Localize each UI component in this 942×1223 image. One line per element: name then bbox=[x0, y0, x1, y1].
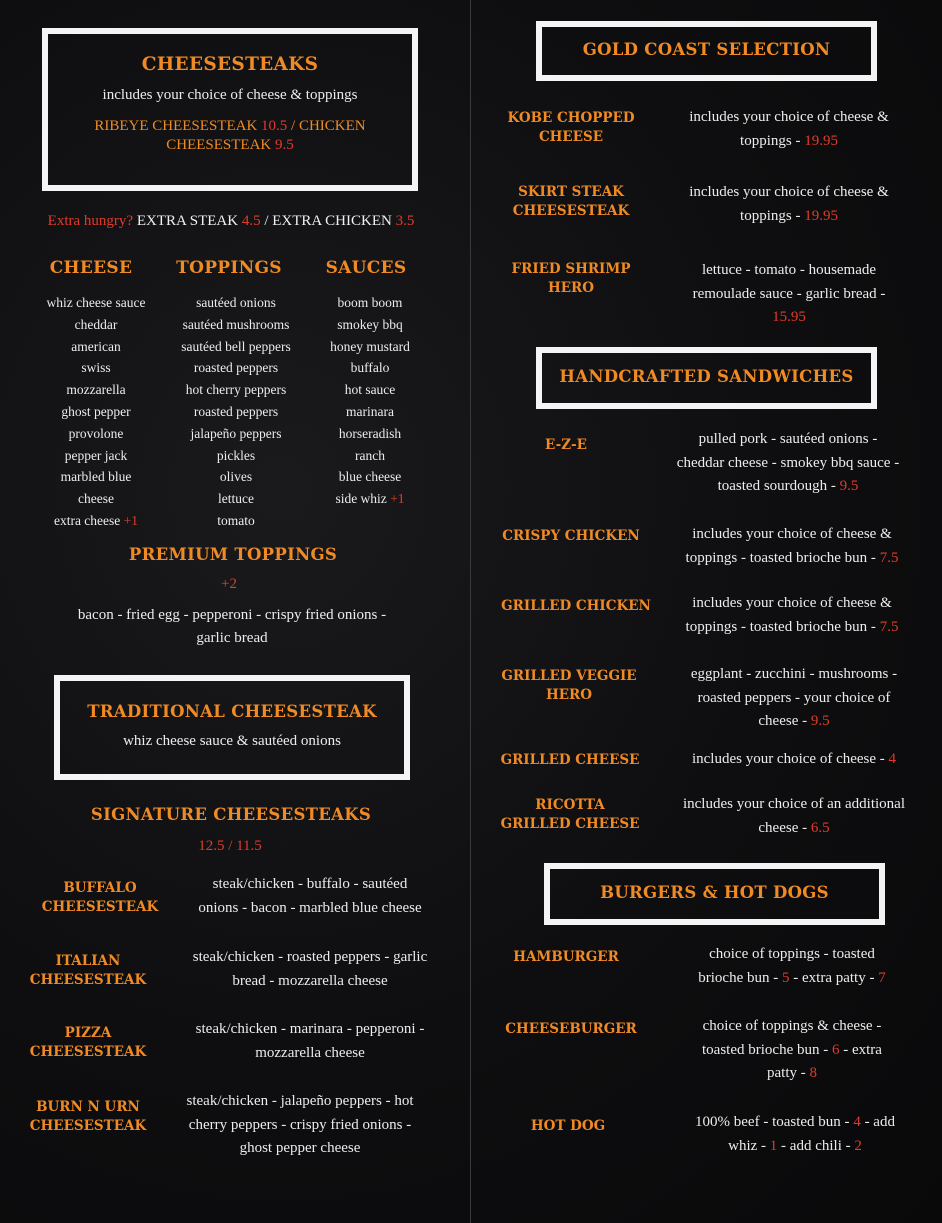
topping-item: pickles bbox=[216, 447, 256, 463]
burn-desc-3: ghost pepper cheese bbox=[239, 1140, 361, 1156]
sauce-item: smokey bbq bbox=[337, 316, 403, 332]
veggie-desc bbox=[662, 663, 926, 734]
cheese-item: swiss bbox=[81, 360, 111, 376]
cheese-item: cheese bbox=[78, 491, 114, 507]
skirt-name-2: CHEESESTEAK bbox=[512, 203, 630, 219]
cheese-item: american bbox=[71, 338, 121, 354]
grilled-chicken-desc-2-text: toppings - toasted brioche bun - bbox=[685, 618, 880, 635]
kobe-name-2: CHEESE bbox=[538, 129, 604, 145]
topping-item: hot cherry peppers bbox=[185, 382, 287, 398]
veggie-name-1: GRILLED VEGGIE bbox=[501, 668, 637, 684]
gold-coast-title: GOLD COAST SELECTION bbox=[582, 40, 831, 59]
grilled-chicken-desc bbox=[660, 592, 924, 639]
extra-chicken-price: 3.5 bbox=[395, 213, 415, 229]
eze-desc-3-text: toasted sourdough - bbox=[717, 478, 840, 494]
kobe-desc-2-text: toppings - bbox=[740, 132, 805, 149]
toppings-header: TOPPINGS bbox=[176, 258, 282, 278]
cheeseburger-extra-price: 8 bbox=[809, 1065, 817, 1081]
pizza-name-2: CHEESESTEAK bbox=[29, 1044, 147, 1060]
side-whiz-price: +1 bbox=[390, 491, 405, 507]
cheese-item: provolone bbox=[68, 425, 124, 441]
extra-cheese-item bbox=[28, 510, 164, 532]
eze-desc bbox=[652, 428, 924, 499]
extra-steak-price: 4.5 bbox=[241, 213, 261, 229]
eze-desc-1: pulled pork - sautéed onions - bbox=[698, 431, 878, 447]
sandwiches-title: HANDCRAFTED SANDWICHES bbox=[559, 367, 854, 386]
cheeseburger-desc-2a: toasted brioche bun - bbox=[702, 1041, 832, 1058]
grilled-chicken-desc-1: includes your choice of cheese & bbox=[692, 595, 892, 611]
burgers-title: BURGERS & HOT DOGS bbox=[600, 883, 829, 902]
cheesesteaks-subtitle: includes your choice of cheese & toppings bbox=[102, 87, 358, 103]
skirt-desc-2 bbox=[660, 205, 918, 229]
skirt-desc bbox=[660, 181, 918, 228]
cheesesteaks-line1 bbox=[48, 118, 412, 135]
cheese-header: CHEESE bbox=[49, 258, 133, 278]
grilled-chicken-name: GRILLED CHICKEN bbox=[501, 598, 651, 614]
pizza-desc-1: steak/chicken - marinara - pepperoni - bbox=[195, 1021, 425, 1037]
grilled-cheese-desc-1 bbox=[662, 748, 926, 772]
hotdog-desc-2 bbox=[662, 1135, 928, 1159]
veggie-name bbox=[492, 667, 646, 705]
shrimp-price: 15.95 bbox=[772, 309, 806, 325]
skirt-desc-1: includes your choice of cheese & bbox=[689, 184, 889, 200]
pizza-name-1: PIZZA bbox=[64, 1025, 112, 1041]
buffalo-desc-2: onions - bacon - marbled blue cheese bbox=[198, 899, 422, 916]
chicken-label-a: / CHICKEN bbox=[287, 118, 366, 134]
italian-name bbox=[22, 952, 154, 990]
cheesesteaks-box bbox=[42, 28, 418, 191]
skirt-name bbox=[496, 183, 646, 221]
hamburger-name: HAMBURGER bbox=[513, 949, 619, 965]
eze-price: 9.5 bbox=[839, 478, 859, 494]
topping-item: lettuce bbox=[218, 491, 254, 507]
extra-cheese-label: extra cheese bbox=[53, 512, 124, 528]
hotdog-desc-2a: whiz - bbox=[728, 1137, 770, 1154]
crispy-desc bbox=[660, 523, 924, 570]
cheeseburger-name: CHEESEBURGER bbox=[505, 1021, 637, 1037]
chicken-price: 9.5 bbox=[275, 137, 294, 153]
buffalo-name-2: CHEESESTEAK bbox=[41, 899, 159, 915]
kobe-desc bbox=[660, 106, 918, 153]
kobe-name-1: KOBE CHOPPED bbox=[507, 110, 635, 126]
shrimp-desc-2: remoulade sauce - garlic bread - bbox=[692, 285, 886, 302]
cheeseburger-desc bbox=[666, 1015, 918, 1086]
side-whiz-item bbox=[314, 488, 426, 510]
ricotta-desc bbox=[658, 793, 930, 840]
burn-desc bbox=[150, 1090, 450, 1161]
burn-name-2: CHEESESTEAK bbox=[29, 1118, 147, 1134]
italian-name-2: CHEESESTEAK bbox=[29, 972, 147, 988]
crispy-desc-2 bbox=[660, 547, 924, 571]
cheesesteaks-title: CHEESESTEAKS bbox=[141, 54, 319, 75]
kobe-desc-1: includes your choice of cheese & bbox=[689, 109, 889, 125]
ricotta-name bbox=[490, 796, 650, 834]
topping-item: jalapeño peppers bbox=[190, 425, 282, 441]
traditional-title: TRADITIONAL CHEESESTEAK bbox=[87, 702, 377, 721]
sauces-header: SAUCES bbox=[325, 258, 407, 278]
ricotta-name-2: GRILLED CHEESE bbox=[500, 816, 640, 832]
cheesesteaks-line2 bbox=[48, 137, 412, 154]
italian-desc-2: bread - mozzarella cheese bbox=[232, 972, 388, 989]
grilled-cheese-desc-text: includes your choice of cheese - bbox=[691, 751, 889, 767]
extra-steak-label: EXTRA STEAK bbox=[133, 213, 242, 229]
fold-line bbox=[470, 0, 471, 1223]
sauce-item: blue cheese bbox=[338, 469, 402, 485]
hotdog-desc-1b: - add bbox=[860, 1114, 895, 1130]
hotdog-desc-1 bbox=[662, 1111, 928, 1135]
topping-item: tomato bbox=[217, 512, 255, 528]
cheeseburger-desc-2 bbox=[666, 1039, 918, 1063]
ricotta-desc-1: includes your choice of an additional bbox=[682, 796, 905, 812]
cheeseburger-desc-3 bbox=[666, 1062, 918, 1086]
italian-name-1: ITALIAN bbox=[55, 953, 121, 969]
shrimp-name-1: FRIED SHRIMP bbox=[511, 261, 631, 277]
sauce-item: honey mustard bbox=[330, 338, 410, 354]
ribeye-label: RIBEYE CHEESESTEAK bbox=[94, 118, 262, 134]
sauce-item: ranch bbox=[355, 447, 385, 463]
hotdog-desc bbox=[662, 1111, 928, 1158]
extra-cheese-price: +1 bbox=[123, 512, 139, 528]
crispy-desc-2-text: toppings - toasted brioche bun - bbox=[685, 549, 880, 566]
signature-title: SIGNATURE CHEESESTEAKS bbox=[90, 805, 372, 824]
sauce-item: hot sauce bbox=[344, 382, 396, 398]
hamburger-price: 5 bbox=[782, 969, 790, 986]
cheese-list bbox=[28, 292, 164, 532]
sauce-item: marinara bbox=[346, 403, 394, 419]
veggie-desc-1: eggplant - zucchini - mushrooms - bbox=[690, 666, 898, 682]
topping-item: roasted peppers bbox=[193, 360, 279, 376]
premium-line1: bacon - fried egg - pepperoni - crispy fried onions - bbox=[77, 607, 387, 623]
extra-hungry-line bbox=[0, 213, 462, 230]
kobe-desc-2 bbox=[660, 130, 918, 154]
cheese-item: whiz cheese sauce bbox=[46, 295, 146, 310]
cheese-item: mozzarella bbox=[66, 382, 126, 398]
traditional-desc: whiz cheese sauce & sautéed onions bbox=[123, 733, 341, 749]
side-whiz-label: side whiz bbox=[335, 491, 391, 507]
veggie-name-2: HERO bbox=[545, 687, 593, 703]
hotdog-desc-1a: 100% beef - toasted bun - bbox=[695, 1114, 854, 1130]
burgers-box bbox=[544, 863, 885, 925]
skirt-desc-2-text: toppings - bbox=[740, 207, 805, 224]
topping-item: sautéed mushrooms bbox=[182, 316, 290, 332]
ricotta-desc-2-text: cheese - bbox=[758, 819, 811, 836]
veggie-desc-2: roasted peppers - your choice of bbox=[697, 689, 891, 706]
hotdog-chili-price: 2 bbox=[854, 1137, 862, 1154]
sandwiches-box bbox=[536, 347, 877, 409]
sauce-item: horseradish bbox=[338, 425, 402, 441]
cheese-item: marbled blue bbox=[60, 469, 132, 485]
pizza-name bbox=[22, 1024, 154, 1062]
cheeseburger-price: 6 bbox=[831, 1041, 840, 1058]
topping-item: sautéed bell peppers bbox=[181, 338, 291, 354]
kobe-price: 19.95 bbox=[804, 132, 838, 149]
ricotta-price: 6.5 bbox=[810, 819, 830, 836]
crispy-desc-1: includes your choice of cheese & bbox=[692, 526, 892, 542]
shrimp-name bbox=[496, 260, 646, 298]
hotdog-price: 4 bbox=[853, 1114, 861, 1130]
buffalo-name-1: BUFFALO bbox=[63, 880, 137, 896]
extra-hungry-label: Extra hungry? bbox=[47, 213, 134, 229]
italian-desc-1: steak/chicken - roasted peppers - garlic bbox=[192, 949, 428, 965]
grilled-cheese-desc bbox=[662, 748, 926, 772]
buffalo-desc bbox=[160, 873, 460, 920]
burn-name bbox=[22, 1098, 154, 1136]
sauce-item: buffalo bbox=[350, 360, 390, 376]
hotdog-name: HOT DOG bbox=[530, 1118, 606, 1134]
burn-desc-2: cherry peppers - crispy fried onions - bbox=[188, 1116, 412, 1133]
cheeseburger-desc-3-text: patty - bbox=[767, 1065, 810, 1081]
premium-price: +2 bbox=[221, 576, 237, 592]
hotdog-whiz-price: 1 bbox=[769, 1137, 778, 1154]
skirt-price: 19.95 bbox=[804, 207, 838, 224]
italian-desc bbox=[160, 946, 460, 993]
chicken-label-b: CHEESESTEAK bbox=[166, 137, 275, 153]
ricotta-desc-2 bbox=[658, 817, 930, 841]
signature-price: 12.5 / 11.5 bbox=[198, 838, 262, 854]
eze-desc-3 bbox=[652, 475, 924, 499]
gold-coast-box bbox=[536, 21, 877, 81]
cheeseburger-desc-2b: - extra bbox=[839, 1041, 882, 1058]
cheeseburger-desc-1: choice of toppings & cheese - bbox=[702, 1018, 882, 1034]
hamburger-desc-2 bbox=[666, 967, 918, 991]
ricotta-name-1: RICOTTA bbox=[535, 797, 605, 813]
grilled-cheese-price: 4 bbox=[888, 751, 897, 767]
veggie-desc-3-text: cheese - bbox=[758, 713, 811, 729]
grilled-chicken-price: 7.5 bbox=[879, 618, 899, 635]
topping-item: olives bbox=[219, 469, 253, 485]
topping-item: sautéed onions bbox=[196, 295, 276, 310]
pizza-desc-2: mozzarella cheese bbox=[255, 1044, 365, 1061]
grilled-chicken-desc-2 bbox=[660, 616, 924, 640]
hamburger-desc-1: choice of toppings - toasted bbox=[709, 946, 875, 962]
hamburger-desc bbox=[666, 943, 918, 990]
buffalo-desc-1: steak/chicken - buffalo - sautéed bbox=[212, 876, 408, 892]
buffalo-name bbox=[22, 879, 178, 917]
burn-desc-1: steak/chicken - jalapeño peppers - hot bbox=[186, 1093, 414, 1109]
eze-desc-2: cheddar cheese - smokey bbq sauce - bbox=[676, 454, 900, 471]
hamburger-extra-price: 7 bbox=[878, 969, 886, 986]
cheese-item: pepper jack bbox=[64, 447, 128, 463]
hamburger-desc-2a: brioche bun - bbox=[698, 969, 782, 986]
toppings-list bbox=[164, 292, 308, 532]
eze-name: E-Z-E bbox=[545, 437, 587, 453]
premium-line2: garlic bread bbox=[196, 630, 268, 646]
cheese-item: cheddar bbox=[74, 316, 118, 332]
pizza-desc bbox=[160, 1018, 460, 1065]
premium-title: PREMIUM TOPPINGS bbox=[128, 545, 338, 564]
crispy-name: CRISPY CHICKEN bbox=[502, 528, 640, 544]
topping-item: roasted peppers bbox=[193, 403, 279, 419]
hotdog-desc-2b: - add chili - bbox=[777, 1137, 855, 1154]
shrimp-desc bbox=[660, 259, 918, 330]
hamburger-desc-2b: - extra patty - bbox=[789, 969, 879, 986]
shrimp-desc-1: lettuce - tomato - housemade bbox=[701, 262, 877, 278]
veggie-desc-3 bbox=[662, 710, 926, 734]
skirt-name-1: SKIRT STEAK bbox=[518, 184, 624, 200]
kobe-name bbox=[496, 109, 646, 147]
sauces-list bbox=[314, 292, 426, 510]
grilled-cheese-name: GRILLED CHEESE bbox=[500, 752, 640, 768]
shrimp-name-2: HERO bbox=[547, 280, 595, 296]
extra-chicken-label: / EXTRA CHICKEN bbox=[260, 213, 396, 229]
cheese-item: ghost pepper bbox=[61, 403, 131, 419]
traditional-box bbox=[54, 675, 410, 780]
burn-name-1: BURN N URN bbox=[36, 1099, 140, 1115]
sauce-item: boom boom bbox=[337, 295, 403, 310]
veggie-price: 9.5 bbox=[810, 713, 830, 729]
ribeye-price: 10.5 bbox=[261, 118, 288, 134]
crispy-price: 7.5 bbox=[879, 549, 899, 566]
